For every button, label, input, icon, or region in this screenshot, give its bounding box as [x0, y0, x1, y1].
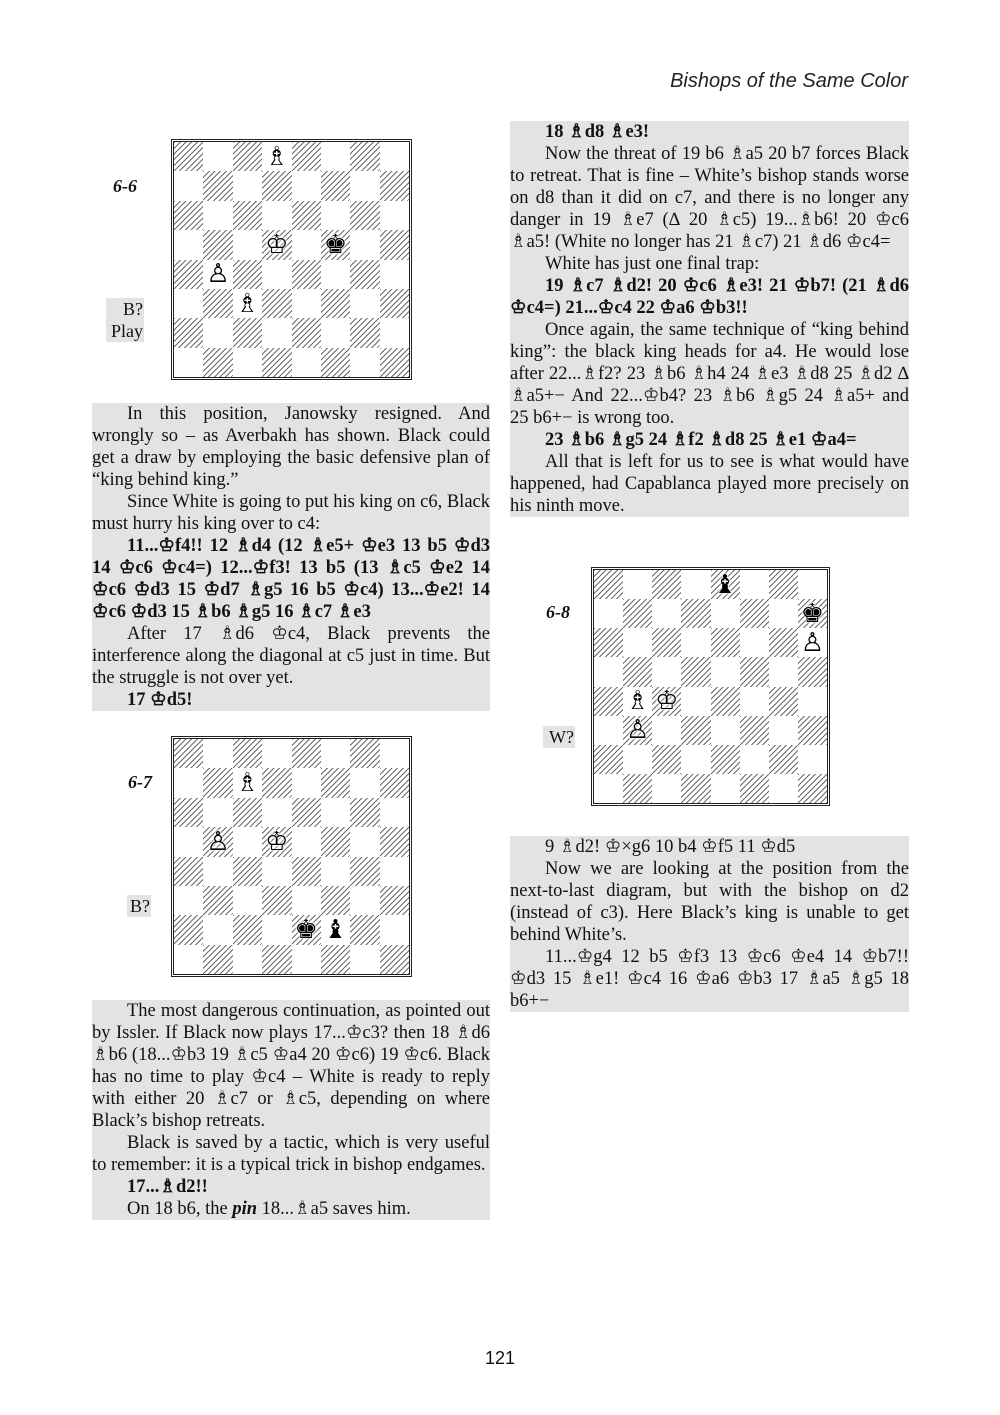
- white-pawn-icon: ♙: [206, 826, 230, 857]
- board-square: [262, 886, 291, 915]
- board-square: [350, 915, 379, 944]
- board-square: [380, 739, 409, 768]
- board-square: [740, 570, 769, 599]
- board-square: [292, 798, 321, 827]
- board-square: [740, 687, 769, 716]
- move-line: 17...♗d2!!: [92, 1176, 490, 1198]
- board-square: [292, 142, 321, 171]
- board-square: [262, 201, 291, 230]
- board-square: [711, 657, 740, 686]
- board-square: [292, 230, 321, 259]
- white-bishop-icon: ♗: [626, 686, 650, 717]
- board-square: [292, 739, 321, 768]
- board-square: [769, 716, 798, 745]
- board-square: [203, 348, 232, 377]
- board-square: [711, 716, 740, 745]
- board-square: [203, 768, 232, 797]
- board-square: [652, 745, 681, 774]
- board-square: [292, 827, 321, 856]
- white-king-icon: ♔: [265, 229, 289, 260]
- board-square: [681, 774, 710, 803]
- board-square: [740, 745, 769, 774]
- board-square: [711, 687, 740, 716]
- board-square: [233, 318, 262, 347]
- board-square: [203, 857, 232, 886]
- board-square: [174, 230, 203, 259]
- board-square: [321, 289, 350, 318]
- board-square: [292, 915, 321, 944]
- board-square: [233, 857, 262, 886]
- board-square: [262, 798, 291, 827]
- board-square: [380, 289, 409, 318]
- board-square: [740, 657, 769, 686]
- emphasis-term: pin: [232, 1199, 258, 1219]
- board-square: [711, 570, 740, 599]
- black-king-icon: ♚: [800, 598, 825, 629]
- white-bishop-icon: ♗: [235, 288, 260, 319]
- board-square: [380, 230, 409, 259]
- black-king-icon: ♚: [323, 229, 348, 260]
- board-square: [380, 260, 409, 289]
- board-square: [623, 774, 652, 803]
- board-square: [321, 915, 350, 944]
- paragraph: Now the threat of 19 b6 ♗a5 20 b7 forces Black to retreat. That is fine – White’s bishop stands worse on d8 than it did on c7, and there is no longer any danger in 19 ♗e7 (∆ 20 ♗c5) 19...♗b6! 20 ♔c6 ♗a5! (White no longer has 21 ♗c7) 21 ♗d6 ♔c4=: [510, 144, 909, 252]
- board-square: [233, 171, 262, 200]
- board-square: [623, 745, 652, 774]
- board-square: [233, 827, 262, 856]
- board-square: [652, 570, 681, 599]
- board-square: [350, 886, 379, 915]
- board-square: [769, 628, 798, 657]
- move-line: 19 ♗c7 ♗d2! 20 ♔c6 ♗e3! 21 ♔b7! (21 ♗d6 ♔c4=) 21...♔c4 22 ♔a6 ♔b3!!: [510, 276, 909, 318]
- board-square: [262, 230, 291, 259]
- black-bishop-icon: ♝: [713, 569, 737, 600]
- board-square: [262, 739, 291, 768]
- paragraph: 9 ♗d2! ♔×g6 10 b4 ♔f5 11 ♔d5: [510, 836, 909, 858]
- paragraph-text: On 18 b6, the: [127, 1199, 233, 1219]
- board-square: [798, 716, 827, 745]
- board-square: [594, 687, 623, 716]
- side-to-move-text: B?: [123, 299, 143, 319]
- board-square: [233, 201, 262, 230]
- board-square: [262, 827, 291, 856]
- board-square: [203, 915, 232, 944]
- paragraph: White has just one final trap:: [510, 253, 909, 275]
- board-square: [711, 628, 740, 657]
- board-square: [380, 945, 409, 974]
- board-square: [380, 171, 409, 200]
- board-square: [174, 171, 203, 200]
- board-square: [233, 886, 262, 915]
- board-square: [380, 142, 409, 171]
- board-square: [594, 628, 623, 657]
- board-square: [769, 774, 798, 803]
- board-square: [594, 657, 623, 686]
- board-square: [350, 201, 379, 230]
- board-square: [798, 657, 827, 686]
- board-square: [233, 768, 262, 797]
- board-square: [321, 827, 350, 856]
- board-square: [380, 798, 409, 827]
- left-column-top: [92, 403, 490, 711]
- board-square: [174, 348, 203, 377]
- left-column-bottom: [92, 1000, 490, 1220]
- board-square: [798, 687, 827, 716]
- board-square: [292, 201, 321, 230]
- board-square: [233, 739, 262, 768]
- paragraph: Since White is going to put his king on c6, Black must hurry his king over to c4:: [92, 492, 490, 534]
- board-square: [262, 289, 291, 318]
- white-bishop-icon: ♗: [265, 141, 289, 172]
- board-square: [203, 798, 232, 827]
- side-to-move-text: B?: [130, 896, 150, 916]
- board-square: [321, 260, 350, 289]
- board-square: [292, 318, 321, 347]
- board-square: [233, 289, 262, 318]
- board-square: [798, 745, 827, 774]
- board-square: [652, 628, 681, 657]
- board-square: [681, 570, 710, 599]
- board-square: [623, 628, 652, 657]
- diagram-label: 6-7: [128, 772, 152, 792]
- board-square: [623, 657, 652, 686]
- board-square: [623, 687, 652, 716]
- board-square: [292, 289, 321, 318]
- board-square: [380, 768, 409, 797]
- board-square: [292, 886, 321, 915]
- board-square: [233, 142, 262, 171]
- board-square: [681, 687, 710, 716]
- board-square: [798, 599, 827, 628]
- board-square: [681, 657, 710, 686]
- board-square: [321, 348, 350, 377]
- page-number: 121: [484, 1348, 516, 1368]
- board-square: [594, 599, 623, 628]
- board-square: [292, 857, 321, 886]
- board-square: [350, 289, 379, 318]
- white-pawn-icon: ♙: [626, 715, 650, 746]
- board-square: [350, 318, 379, 347]
- board-square: [203, 171, 232, 200]
- chess-diagram: [591, 567, 830, 806]
- board-square: [711, 745, 740, 774]
- board-square: [681, 628, 710, 657]
- board-square: [740, 774, 769, 803]
- board-square: [350, 348, 379, 377]
- board-square: [711, 774, 740, 803]
- board-square: [262, 348, 291, 377]
- board-square: [380, 886, 409, 915]
- board-square: [681, 745, 710, 774]
- board-square: [174, 768, 203, 797]
- white-pawn-icon: ♙: [800, 627, 825, 658]
- board-square: [652, 716, 681, 745]
- board-square: [174, 201, 203, 230]
- paragraph: In this position, Janowsky resigned. And wrongly so – as Averbakh has shown. Black could get a draw by employing the basic defensive plan of “king behind king.”: [92, 404, 490, 490]
- board-square: [350, 739, 379, 768]
- paragraph: Once again, the same technique of “king behind king”: the black king heads for a4. He would lose after 22...♗f2? 23 ♗b6 ♗h4 24 ♗e3 ♗d8 25 ♗d2 ∆ ♗a5+− And 22...♔b4? 23 ♗b6 ♗g5 24 ♗a5+ and 25 b6+− is wrong too.: [510, 320, 909, 428]
- white-king-icon: ♔: [265, 826, 289, 857]
- board-square: [681, 716, 710, 745]
- board-square: [350, 798, 379, 827]
- board-square: [321, 142, 350, 171]
- board-square: [174, 260, 203, 289]
- move-line: 11...♔f4!! 12 ♗d4 (12 ♗e5+ ♔e3 13 b5 ♔d3 14 ♔c6 ♔c4=) 12...♔f3! 13 b5 (13 ♗c5 ♔e2 14 ♔c6 ♔d3 15 ♔d7 ♗g5 16 b5 ♔c4) 13...♔e2! 14 ♔c6 ♔d3 15 ♗b6 ♗g5 16 ♗c7 ♗e3: [92, 536, 490, 622]
- board-square: [769, 657, 798, 686]
- diagram-label: 6-8: [546, 602, 570, 622]
- board-square: [350, 142, 379, 171]
- board-square: [233, 945, 262, 974]
- side-to-move-note: Play: [110, 321, 143, 341]
- board-square: [321, 318, 350, 347]
- board-square: [233, 798, 262, 827]
- board-square: [174, 289, 203, 318]
- board-square: [321, 886, 350, 915]
- right-column-top: [510, 121, 909, 517]
- board-square: [380, 857, 409, 886]
- board-square: [321, 857, 350, 886]
- paragraph: Now we are looking at the position from the next-to-last diagram, but with the bishop on d2 (instead of c3). Here Black’s king is unable to get behind White’s.: [510, 859, 909, 945]
- board-square: [623, 716, 652, 745]
- board-square: [233, 348, 262, 377]
- board-square: [203, 886, 232, 915]
- board-square: [174, 798, 203, 827]
- board-square: [203, 827, 232, 856]
- board-square: [623, 599, 652, 628]
- side-to-move: [543, 726, 575, 748]
- chess-diagram: [171, 139, 412, 380]
- board-square: [174, 945, 203, 974]
- board-square: [262, 318, 291, 347]
- board-square: [174, 827, 203, 856]
- board-square: [798, 774, 827, 803]
- board-square: [623, 570, 652, 599]
- board-square: [769, 687, 798, 716]
- black-bishop-icon: ♝: [323, 914, 348, 945]
- white-king-icon: ♔: [655, 686, 679, 717]
- board-square: [652, 774, 681, 803]
- board-square: [203, 318, 232, 347]
- board-square: [711, 599, 740, 628]
- board-square: [292, 348, 321, 377]
- board-square: [321, 230, 350, 259]
- board-square: [262, 142, 291, 171]
- chess-diagram: [171, 736, 412, 977]
- board-square: [594, 570, 623, 599]
- board-square: [681, 599, 710, 628]
- board-square: [203, 739, 232, 768]
- board-square: [350, 768, 379, 797]
- paragraph: 11...♔g4 12 b5 ♔f3 13 ♔c6 ♔e4 14 ♔b7!! ♔d3 15 ♗e1! ♔c4 16 ♔a6 ♔b3 17 ♗a5 ♗g5 18 b6+−: [510, 947, 909, 1011]
- move-line: 18 ♗d8 ♗e3!: [510, 121, 909, 143]
- paragraph-text: 18...♗a5 saves him.: [257, 1199, 411, 1219]
- board-square: [798, 570, 827, 599]
- board-square: [262, 945, 291, 974]
- right-column-bottom: [510, 836, 909, 1012]
- move-line: 23 ♗b6 ♗g5 24 ♗f2 ♗d8 25 ♗e1 ♔a4=: [510, 429, 909, 451]
- board-square: [203, 142, 232, 171]
- paragraph: Black is saved by a tactic, which is very useful to remember: it is a typical trick in bishop endgames.: [92, 1133, 490, 1175]
- board-square: [174, 886, 203, 915]
- diagram-label: 6-6: [113, 176, 137, 196]
- move-line: 17 ♔d5!: [92, 689, 490, 711]
- board-square: [380, 915, 409, 944]
- board-square: [292, 171, 321, 200]
- board-square: [350, 260, 379, 289]
- board-square: [262, 915, 291, 944]
- board-square: [321, 798, 350, 827]
- board-square: [740, 716, 769, 745]
- board-square: [203, 201, 232, 230]
- board-square: [769, 745, 798, 774]
- board-square: [233, 915, 262, 944]
- board-square: [594, 774, 623, 803]
- board-square: [321, 768, 350, 797]
- board-square: [350, 945, 379, 974]
- board-square: [262, 260, 291, 289]
- white-bishop-icon: ♗: [235, 768, 260, 799]
- paragraph: After 17 ♗d6 ♔c4, Black prevents the interference along the diagonal at c5 just in time. But the struggle is not over yet.: [92, 624, 490, 688]
- board-square: [203, 230, 232, 259]
- side-to-move: [127, 895, 151, 917]
- board-square: [350, 827, 379, 856]
- side-to-move: [106, 298, 144, 342]
- board-square: [321, 201, 350, 230]
- board-square: [174, 142, 203, 171]
- board-square: [233, 260, 262, 289]
- board-square: [321, 739, 350, 768]
- board-square: [380, 318, 409, 347]
- board-square: [350, 230, 379, 259]
- board-square: [350, 171, 379, 200]
- board-square: [292, 768, 321, 797]
- board-square: [769, 599, 798, 628]
- board-square: [203, 260, 232, 289]
- side-to-move-text: W?: [549, 727, 574, 747]
- board-square: [652, 657, 681, 686]
- running-head: Bishops of the Same Color: [670, 70, 908, 92]
- board-square: [380, 827, 409, 856]
- black-king-icon: ♚: [294, 914, 318, 945]
- board-square: [262, 171, 291, 200]
- board-square: [740, 599, 769, 628]
- board-square: [174, 915, 203, 944]
- board-square: [798, 628, 827, 657]
- board-square: [174, 739, 203, 768]
- board-square: [769, 570, 798, 599]
- board-square: [594, 745, 623, 774]
- paragraph: The most dangerous continuation, as pointed out by Issler. If Black now plays 17...♔c3? then 18 ♗d6 ♗b6 (18...♔b3 19 ♗c5 ♔a4 20 ♔c6) 19 ♔c6. Black has no time to play ♔c4 – White is ready to reply with either 20 ♗c7 or ♗c5, depending on where Black’s bishop retreats.: [92, 1001, 490, 1131]
- board-square: [350, 857, 379, 886]
- board-square: [652, 599, 681, 628]
- board-square: [262, 768, 291, 797]
- board-square: [321, 945, 350, 974]
- board-square: [594, 716, 623, 745]
- board-square: [174, 318, 203, 347]
- board-square: [203, 945, 232, 974]
- board-square: [321, 171, 350, 200]
- board-square: [652, 687, 681, 716]
- white-pawn-icon: ♙: [206, 259, 230, 290]
- board-square: [203, 289, 232, 318]
- board-square: [174, 857, 203, 886]
- paragraph: [92, 1198, 490, 1220]
- board-square: [233, 230, 262, 259]
- board-square: [740, 628, 769, 657]
- board-square: [380, 201, 409, 230]
- paragraph: All that is left for us to see is what would have happened, had Capablanca played more precisely on his ninth move.: [510, 452, 909, 516]
- board-square: [380, 348, 409, 377]
- board-square: [292, 260, 321, 289]
- board-square: [292, 945, 321, 974]
- board-square: [262, 857, 291, 886]
